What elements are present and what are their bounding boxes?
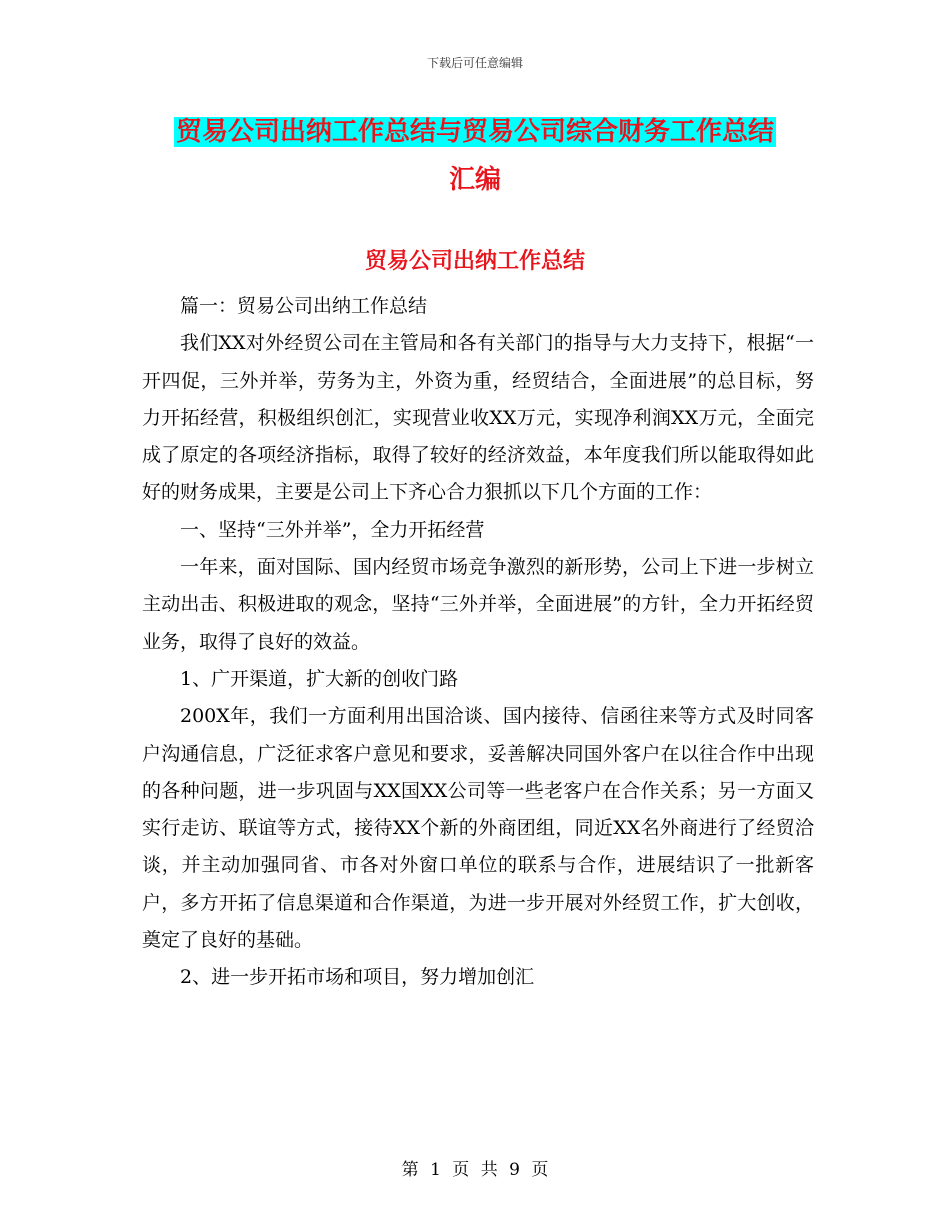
document-body <box>142 288 814 997</box>
paragraph: 1、广开渠道，扩大新的创收门路 <box>180 667 459 690</box>
paragraph: 2、进一步开拓市场和项目，努力增加创汇 <box>180 966 535 989</box>
header-note: 下载后可任意编辑 <box>426 56 523 70</box>
paragraph: 我们XX对外经贸公司在主管局和各有关部门的指导与大力支持下，根据“一开四促，三外并举，劳务为主，外资为重，经贸结合，全面进展”的总目标，努力开拓经营，积极组织创汇，实现营业收XX万元，实现净利润XX万元，全面完成了原定的各项经济指标，取得了较好的经济效益，本年度我们所以能取得如此好的财务成果，主要是公司上下齐心合力狠抓以下几个方面的工作： <box>142 332 814 504</box>
section-title: 贸易公司出纳工作总结 <box>364 249 585 274</box>
page-number-footer: 第 1 页 共 9 页 <box>401 1160 549 1180</box>
document-title-line-1: 贸易公司出纳工作总结与贸易公司综合财务工作总结 <box>175 117 774 147</box>
paragraph: 篇一：贸易公司出纳工作总结 <box>180 295 428 317</box>
paragraph: 一、坚持“三外并举”，全力开拓经营 <box>180 518 485 541</box>
paragraph: 一年来，面对国际、国内经贸市场竞争激烈的新形势，公司上下进一步树立主动出击、积极进取的观念，坚持“三外并举，全面进展”的方针，全力开拓经贸业务，取得了良好的效益。 <box>142 556 814 653</box>
document-title <box>150 108 800 204</box>
document-title-line-2: 汇编 <box>448 165 501 195</box>
paragraph: 200X年，我们一方面利用出国洽谈、国内接待、信函往来等方式及时同客户沟通信息，广泛征求客户意见和要求，妥善解决同国外客户在以往合作中出现的各种问题，进一步巩固与XX国XX公司等一些老客户在合作关系；另一方面又实行走访、联谊等方式，接待XX个新的外商团组，同近XX名外商进行了经贸洽谈，并主动加强同省、市各对外窗口单位的联系与合作，进展结识了一批新客户，多方开拓了信息渠道和合作渠道，为进一步开展对外经贸工作，扩大创收，奠定了良好的基础。 <box>142 705 814 952</box>
